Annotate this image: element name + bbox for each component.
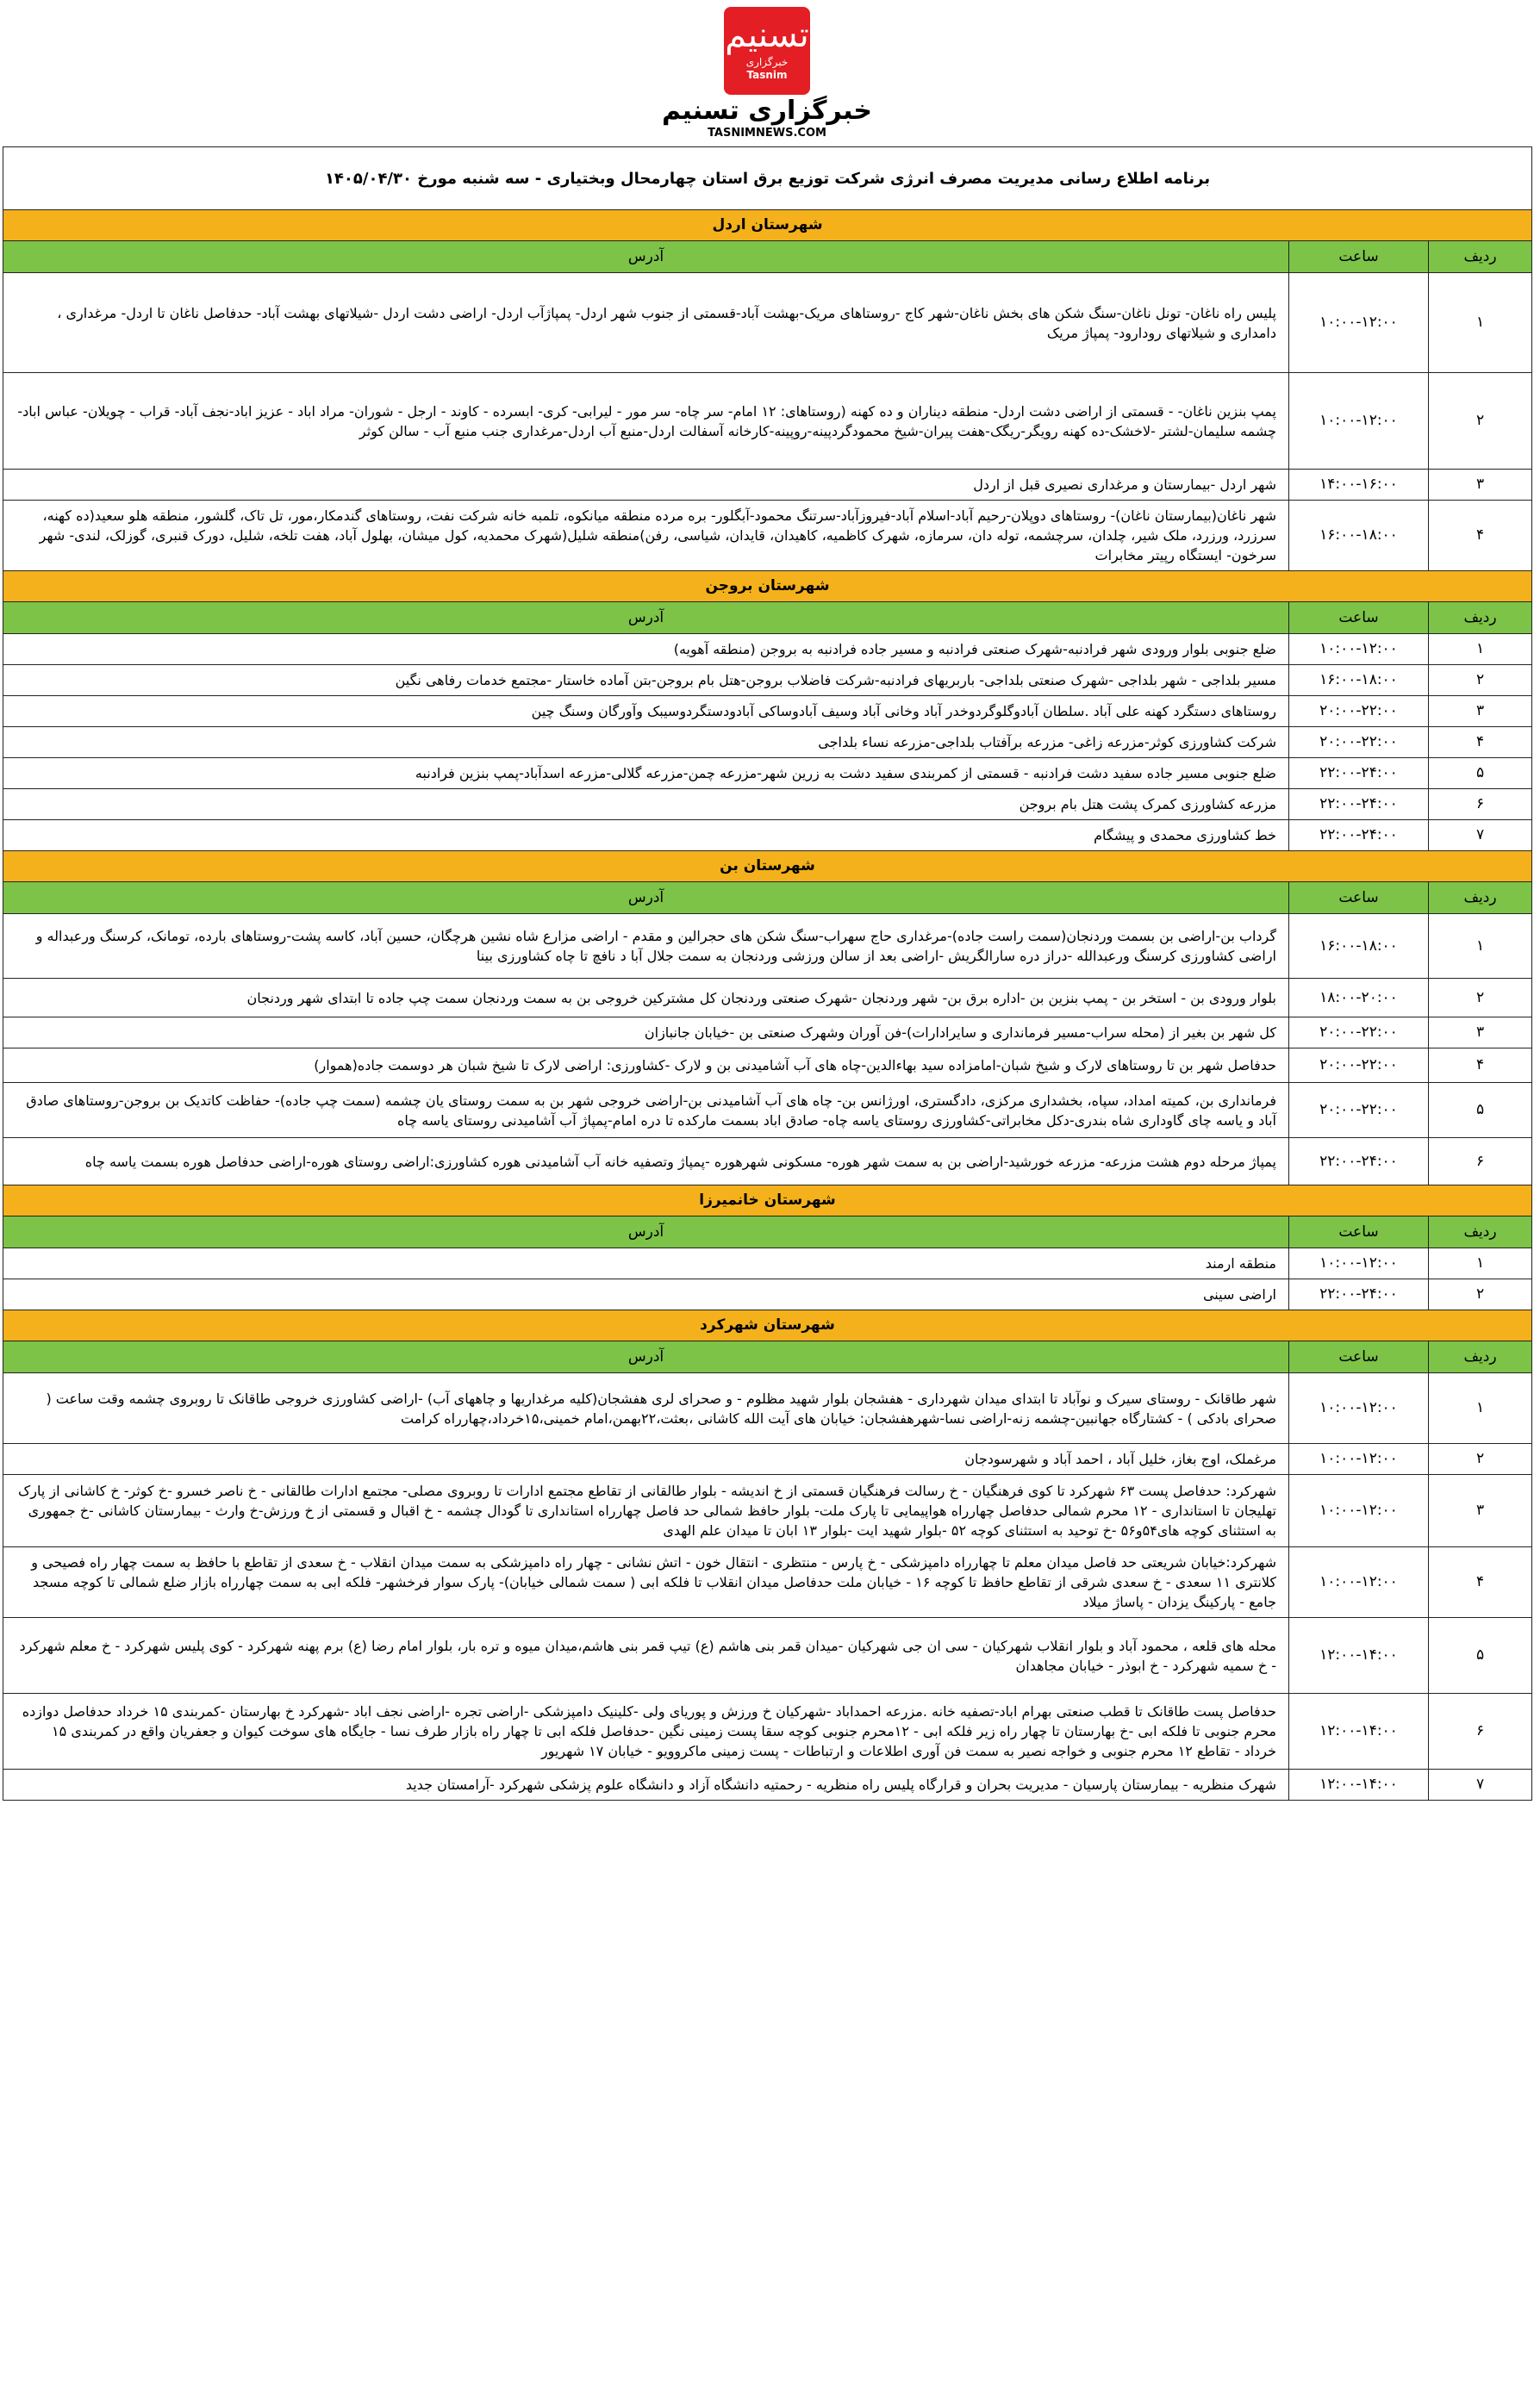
table-row — [3, 273, 1532, 373]
time-cell: ۱۰:۰۰-۱۲:۰۰ — [1289, 1248, 1429, 1279]
row-number-cell: ۲ — [1429, 979, 1532, 1017]
address-cell: شهر اردل -بیمارستان و مرغداری نصیری قبل از اردل — [3, 470, 1289, 501]
logo-subtitle-fa: خبرگزاری — [745, 56, 789, 68]
section-header-row — [3, 851, 1532, 882]
document-title: برنامه اطلاع رسانی مدیریت مصرف انرژی شرکت توزیع برق استان چهارمحال وبختیاری - سه شنبه مورخ ۱۴۰۵/۰۴/۳۰ — [3, 147, 1532, 210]
section-title: شهرستان بروجن — [3, 571, 1532, 602]
table-row — [3, 820, 1532, 851]
table-row — [3, 1373, 1532, 1444]
logo-subtitle-en: Tasnim — [746, 69, 788, 81]
row-number-cell: ۷ — [1429, 1770, 1532, 1801]
time-cell: ۲۰:۰۰-۲۲:۰۰ — [1289, 1083, 1429, 1138]
table-row — [3, 1770, 1532, 1801]
time-cell: ۲۰:۰۰-۲۲:۰۰ — [1289, 727, 1429, 758]
address-cell: محله های قلعه ، محمود آباد و بلوار انقلاب شهرکیان - سی ان جی شهرکیان -میدان قمر بنی هاشم (ع) تیپ قمر بنی هاشم،میدان میوه و تره بار، بلوار امام رضا (ع) برم پهنه شهرکرد - کوی پلیس شهرکرد - خ معلم شهرکرد - خ سمیه شهرکرد - خ ابوذر - خیابان مجاهدان — [3, 1618, 1289, 1694]
time-cell: ۲۰:۰۰-۲۲:۰۰ — [1289, 1048, 1429, 1083]
address-cell: پمپ بنزین ناغان- - قسمتی از اراضی دشت اردل- منطقه دیناران و ده کهنه (روستاهای: ۱۲ امام- سر چاه- سر مور - لیرابی- کری- ابسرده - کاوند - ارجل - شوران- مراد اباد - عزیز اباد-نجف آباد- قراب - چویلان- عباس اباد- چشمه سلیمان-لشتر -لاخشک-ده کهنه رویگر-ریگک-هفت پیران-شیخ محمودگردپینه-روپینه-کارخانه آسفالت اردل-منبع آب اردل-مرغداری جنب منبع آب - سالن کوثر — [3, 373, 1289, 470]
table-row — [3, 914, 1532, 979]
time-cell: ۱۶:۰۰-۱۸:۰۰ — [1289, 914, 1429, 979]
address-cell: حدفاصل شهر بن تا روستاهای لارک و شیخ شبان-امامزاده سید بهاءالدین-چاه های آب آشامیدنی بن و لارک -کشاورزی: اراضی لارک تا شیخ شبان هر دوسمت جاده(هموار) — [3, 1048, 1289, 1083]
brand-url[interactable]: TASNIMNEWS.COM — [708, 127, 826, 140]
time-cell: ۱۴:۰۰-۱۶:۰۰ — [1289, 470, 1429, 501]
table-row — [3, 1138, 1532, 1185]
address-cell: مزرعه کشاورزی کمرک پشت هتل بام بروجن — [3, 789, 1289, 820]
column-header-row-number: ردیف — [1429, 1341, 1532, 1373]
table-row — [3, 373, 1532, 470]
row-number-cell: ۳ — [1429, 1475, 1532, 1547]
row-number-cell: ۲ — [1429, 1279, 1532, 1310]
time-cell: ۱۰:۰۰-۱۲:۰۰ — [1289, 1475, 1429, 1547]
row-number-cell: ۱ — [1429, 914, 1532, 979]
address-cell: منطقه ارمند — [3, 1248, 1289, 1279]
table-row — [3, 1083, 1532, 1138]
time-cell: ۱۰:۰۰-۱۲:۰۰ — [1289, 373, 1429, 470]
row-number-cell: ۱ — [1429, 1373, 1532, 1444]
address-cell: شهرک منظریه - بیمارستان پارسیان - مدیریت بحران و قرارگاه پلیس راه منظریه - رحمتیه دانشگاه آزاد و دانشگاه علوم پزشکی شهرکرد -آرامستان جدید — [3, 1770, 1289, 1801]
table-row — [3, 1547, 1532, 1618]
column-header-time: ساعت — [1289, 241, 1429, 273]
address-cell: مرغملک، اوج بغاز، خلیل آباد ، احمد آباد و شهرسودجان — [3, 1444, 1289, 1475]
table-row — [3, 1694, 1532, 1770]
address-cell: شهر ناغان(بیمارستان ناغان)- روستاهای دوپلان-رحیم آباد-اسلام آباد-فیروزآباد-سرتنگ محمود-آبگلور- بره مرده منطقه میانکوه، تلمبه خانه شرکت نفت، روستاهای گندمکار،مور، تل تاک، گلشور، منطقه هلو سعید(ده کهنه، سرزرد، ورزرد، ملک شیر، چلدان، سرچشمه، توله دان، سرمازه، شهرک کاظمیه، کاهیدان، قایدان، شیاسی، رفن)منطقه شلیل(شهرک محمدیه، کول میشان، بهلول آباد، هفت تلخه، شلیل، دورک قنبری، گوزلک، لندی- شهر سرخون- ایستگاه رپیتر مخابرات — [3, 501, 1289, 571]
row-number-cell: ۵ — [1429, 758, 1532, 789]
time-cell: ۱۶:۰۰-۱۸:۰۰ — [1289, 665, 1429, 696]
table-row — [3, 1017, 1532, 1048]
time-cell: ۱۸:۰۰-۲۰:۰۰ — [1289, 979, 1429, 1017]
address-cell: کل شهر بن بغیر از (محله سراب-مسیر فرمانداری و سایرادارات)-فن آوران وشهرک صنعتی بن -خیابان جانبازان — [3, 1017, 1289, 1048]
row-number-cell: ۱ — [1429, 273, 1532, 373]
column-header-address: آدرس — [3, 882, 1289, 914]
brand-name: خبرگزاری تسنیم — [662, 96, 872, 126]
time-cell: ۲۲:۰۰-۲۴:۰۰ — [1289, 1279, 1429, 1310]
time-cell: ۱۰:۰۰-۱۲:۰۰ — [1289, 634, 1429, 665]
row-number-cell: ۱ — [1429, 634, 1532, 665]
column-header-address: آدرس — [3, 1341, 1289, 1373]
address-cell: گرداب بن-اراضی بن بسمت وردنجان(سمت راست جاده)-مرغداری حاج سهراب-سنگ شکن های حجرالین و مقدم - اراضی مزارع شاه نشین هرچگان، حسین آباد، کاسه پشت-روستاهای بارده، تومانک، کرسنگ ورعبداله و اراضی کشاورزی کرسنگ ورعبدالله -دراز دره سارالگریش -اراضی بعد از سالن ورزشی وردنجان به سمت جلال آبا د نافچ تا چاه کشاورزی بینا — [3, 914, 1289, 979]
row-number-cell: ۴ — [1429, 727, 1532, 758]
section-title: شهرستان بن — [3, 851, 1532, 882]
outage-schedule-table — [3, 146, 1532, 1801]
brand-header — [0, 0, 1534, 146]
time-cell: ۱۰:۰۰-۱۲:۰۰ — [1289, 1444, 1429, 1475]
logo-glyph: تسنیم — [725, 16, 809, 55]
row-number-cell: ۶ — [1429, 1694, 1532, 1770]
column-header-address: آدرس — [3, 241, 1289, 273]
column-header-time: ساعت — [1289, 1216, 1429, 1248]
column-header-time: ساعت — [1289, 1341, 1429, 1373]
address-cell: حدفاصل پست طاقانک تا قطب صنعتی بهرام اباد-تصفیه خانه .مزرعه احمداباد -شهرکیان خ ورزش و پوریای ولی -کلینیک دامپزشکی -اراضی تجره -اراضی نجف اباد -شهرکرد خ بهارستان -کمربندی ۱۵ خرداد حدفاصل دوازده محرم جنوبی تا فلکه ابی -خ بهارستان تا چهار راه زیر فلکه ابی - ۱۲محرم جنوبی کوچه سقا پست زمینی نگین -حدفاصل فلکه ابی تا چهار راه بازار طرف نسا - جایگاه های سوخت کیوان و جعفریان واقع در کمربندی ۱۵ خرداد - تقاطع ۱۲ محرم جنوبی و خواجه نصیر به سمت فن آوری اطلاعات و ارتباطات - پست زمینی ماکروویو - خیابان ۱۷ شهریور — [3, 1694, 1289, 1770]
column-header-address: آدرس — [3, 602, 1289, 634]
column-header-row — [3, 241, 1532, 273]
row-number-cell: ۷ — [1429, 820, 1532, 851]
table-row — [3, 696, 1532, 727]
section-header-row — [3, 1310, 1532, 1341]
time-cell: ۲۲:۰۰-۲۴:۰۰ — [1289, 758, 1429, 789]
row-number-cell: ۶ — [1429, 1138, 1532, 1185]
table-row — [3, 1048, 1532, 1083]
address-cell: خط کشاورزی محمدی و پیشگام — [3, 820, 1289, 851]
table-row — [3, 501, 1532, 571]
address-cell: پمپاژ مرحله دوم هشت مزرعه- مزرعه خورشید-اراضی بن به سمت شهر هوره- مسکونی شهرهوره -پمپاژ وتصفیه خانه آب آشامیدنی هوره کشاورزی:اراضی روستای هوره-اراضی حدفاصل هوره بسمت یاسه چاه — [3, 1138, 1289, 1185]
section-title: شهرستان خانمیرزا — [3, 1185, 1532, 1216]
time-cell: ۲۲:۰۰-۲۴:۰۰ — [1289, 1138, 1429, 1185]
time-cell: ۱۲:۰۰-۱۴:۰۰ — [1289, 1618, 1429, 1694]
section-header-row — [3, 210, 1532, 241]
table-row — [3, 727, 1532, 758]
title-row — [3, 147, 1532, 210]
row-number-cell: ۲ — [1429, 1444, 1532, 1475]
column-header-row-number: ردیف — [1429, 602, 1532, 634]
row-number-cell: ۲ — [1429, 373, 1532, 470]
table-row — [3, 979, 1532, 1017]
address-cell: پلیس راه ناغان- تونل ناغان-سنگ شکن های بخش ناغان-شهر کاج -روستاهای مریک-بهشت آباد-قسمتی از جنوب شهر اردل- پمپاژآب اردل- اراضی دشت اردل -شیلاتهای بهشت آباد- حدفاصل ناغان تا اردل- مرغداری ، دامداری و شیلاتهای رودارود- پمپاژ مریک — [3, 273, 1289, 373]
section-header-row — [3, 571, 1532, 602]
column-header-time: ساعت — [1289, 602, 1429, 634]
row-number-cell: ۱ — [1429, 1248, 1532, 1279]
address-cell: فرمانداری بن، کمیته امداد، سپاه، بخشداری مرکزی، دادگستری، اورژانس بن- چاه های آب آشامیدنی بن-اراضی خروجی شهر بن به سمت روستای یان چشمه (سمت چپ جاده)- حفاظت کاتدیک بن بروجن-روستاهای صادق آباد و یاسه چای گاوداری شاه بندری-دکل مخابراتی-کشاورزی روستای یاسه چاه- صادق اباد بسمت مارکده تا دره امام-پمپاژ آب آشامیدنی روستای یاسه چاه — [3, 1083, 1289, 1138]
row-number-cell: ۲ — [1429, 665, 1532, 696]
row-number-cell: ۴ — [1429, 1547, 1532, 1618]
address-cell: شهرکرد: حدفاصل پست ۶۳ شهرکرد تا کوی فرهنگیان - خ رسالت فرهنگیان قسمتی از خ اندیشه - بلوار طالقانی از تقاطع مجتمع ادارات تا روبروی مصلی- مجتمع ادارات طالقانی - خ ناصر خسرو -خ کوثر- خ کاشانی از پارک تهلیجان تا استانداری - ۱۲ محرم شمالی حدفاصل چهارراه هواپیمایی تا پارک ملت- بلوار حافظ شمالی حد فاصل چهارراه استانداری تا گودال چشمه - خ اقبال و قسمتی از خ ورزش-خ وارث - بیمارستان کاشانی -خ جمهوری به استثنای کوچه های۵۴و۵۶ -خ توحید به استثنای کوچه ۵۲ -بلوار شهید ایت -بلوار ۱۳ ابان تا میدان علم الهدی — [3, 1475, 1289, 1547]
table-row — [3, 758, 1532, 789]
column-header-row — [3, 602, 1532, 634]
row-number-cell: ۳ — [1429, 696, 1532, 727]
time-cell: ۱۲:۰۰-۱۴:۰۰ — [1289, 1694, 1429, 1770]
time-cell: ۱۲:۰۰-۱۴:۰۰ — [1289, 1770, 1429, 1801]
address-cell: ضلع جنوبی بلوار ورودی شهر فرادنبه-شهرک صنعتی فرادنبه و مسیر جاده فرادنبه به بروجن (منطقه آهویه) — [3, 634, 1289, 665]
column-header-row — [3, 1216, 1532, 1248]
row-number-cell: ۳ — [1429, 1017, 1532, 1048]
section-header-row — [3, 1185, 1532, 1216]
row-number-cell: ۶ — [1429, 789, 1532, 820]
table-row — [3, 634, 1532, 665]
column-header-row-number: ردیف — [1429, 1216, 1532, 1248]
time-cell: ۱۰:۰۰-۱۲:۰۰ — [1289, 273, 1429, 373]
table-row — [3, 1248, 1532, 1279]
column-header-row — [3, 1341, 1532, 1373]
time-cell: ۱۶:۰۰-۱۸:۰۰ — [1289, 501, 1429, 571]
column-header-time: ساعت — [1289, 882, 1429, 914]
column-header-row — [3, 882, 1532, 914]
table-row — [3, 1444, 1532, 1475]
table-row — [3, 1618, 1532, 1694]
table-row — [3, 1279, 1532, 1310]
address-cell: روستاهای دستگرد کهنه علی آباد .سلطان آبادوگلوگردوخدر آباد وخانی آباد وسیف آبادوساکی آبادودستگردوسیبک وآورگان وسنگ چین — [3, 696, 1289, 727]
address-cell: بلوار ورودی بن - استخر بن - پمپ بنزین بن -اداره برق بن- شهر وردنجان -شهرک صنعتی وردنجان کل مشترکین خروجی بن به سمت وردنجان سمت چپ جاده تا ابتدای شهر وردنجان — [3, 979, 1289, 1017]
time-cell: ۲۰:۰۰-۲۲:۰۰ — [1289, 1017, 1429, 1048]
column-header-row-number: ردیف — [1429, 241, 1532, 273]
time-cell: ۱۰:۰۰-۱۲:۰۰ — [1289, 1373, 1429, 1444]
row-number-cell: ۴ — [1429, 1048, 1532, 1083]
row-number-cell: ۳ — [1429, 470, 1532, 501]
table-row — [3, 789, 1532, 820]
tasnim-logo — [724, 7, 810, 95]
time-cell: ۲۲:۰۰-۲۴:۰۰ — [1289, 820, 1429, 851]
section-title: شهرستان شهرکرد — [3, 1310, 1532, 1341]
address-cell: ضلع جنوبی مسیر جاده سفید دشت فرادنبه - قسمتی از کمربندی سفید دشت به زرین شهر-مزرعه چمن-مزرعه گلالی-مزرعه اسدآباد-پمپ بنزین فرادنبه — [3, 758, 1289, 789]
table-row — [3, 470, 1532, 501]
column-header-row-number: ردیف — [1429, 882, 1532, 914]
row-number-cell: ۵ — [1429, 1618, 1532, 1694]
address-cell: شهر طاقانک - روستای سیرک و نوآباد تا ابتدای میدان شهرداری - هفشجان بلوار شهید مظلوم - و صحرای لری هفشجان(کلیه مرغداریها و چاههای آب) -اراضی کشاورزی خروجی طاقانک تا روبروی چشمه وقت ساعت ( صحرای بادکی ) - کشتارگاه جهانبین-چشمه زنه-اراضی نسا-شهرهفشجان: خیابان های آیت الله کاشانی ،بعثت،۲۲بهمن،امام خمینی،۱۵خرداد،چهارراه کرامت — [3, 1373, 1289, 1444]
time-cell: ۲۲:۰۰-۲۴:۰۰ — [1289, 789, 1429, 820]
address-cell: مسیر بلداجی - شهر بلداجی -شهرک صنعتی بلداجی- باربریهای فرادنبه-شرکت فاضلاب بروجن-هتل بام بروجن-بتن آماده خاستار -مجتمع خدمات رفاهی نگین — [3, 665, 1289, 696]
table-row — [3, 1475, 1532, 1547]
table-row — [3, 665, 1532, 696]
row-number-cell: ۵ — [1429, 1083, 1532, 1138]
section-title: شهرستان اردل — [3, 210, 1532, 241]
column-header-address: آدرس — [3, 1216, 1289, 1248]
time-cell: ۲۰:۰۰-۲۲:۰۰ — [1289, 696, 1429, 727]
address-cell: شرکت کشاورزی کوثر-مزرعه زاغی- مزرعه برآفتاب بلداجی-مزرعه نساء بلداجی — [3, 727, 1289, 758]
time-cell: ۱۰:۰۰-۱۲:۰۰ — [1289, 1547, 1429, 1618]
address-cell: شهرکرد:خیابان شریعتی حد فاصل میدان معلم تا چهارراه دامپزشکی - خ پارس - منتظری - انتقال خون - اتش نشانی - چهار راه دامپزشکی به سمت میدان انقلاب - خ سعدی از تقاطع با حافظ به سمت چهار راه فصیحی و کلانتری ۱۱ سعدی - خ سعدی شرقی از تقاطع حافظ تا کوچه ۱۶ - خیابان ملت حدفاصل میدان انقلاب تا فلکه ابی ( سمت شمالی خیابان)- پارک سوار فرخشهر- فلکه ابی به سمت چهارراه بازار ضلع شمالی تا کوچه مسجد جامع - پارکینگ یزدان - پاساژ میلاد — [3, 1547, 1289, 1618]
address-cell: اراضی سینی — [3, 1279, 1289, 1310]
row-number-cell: ۴ — [1429, 501, 1532, 571]
